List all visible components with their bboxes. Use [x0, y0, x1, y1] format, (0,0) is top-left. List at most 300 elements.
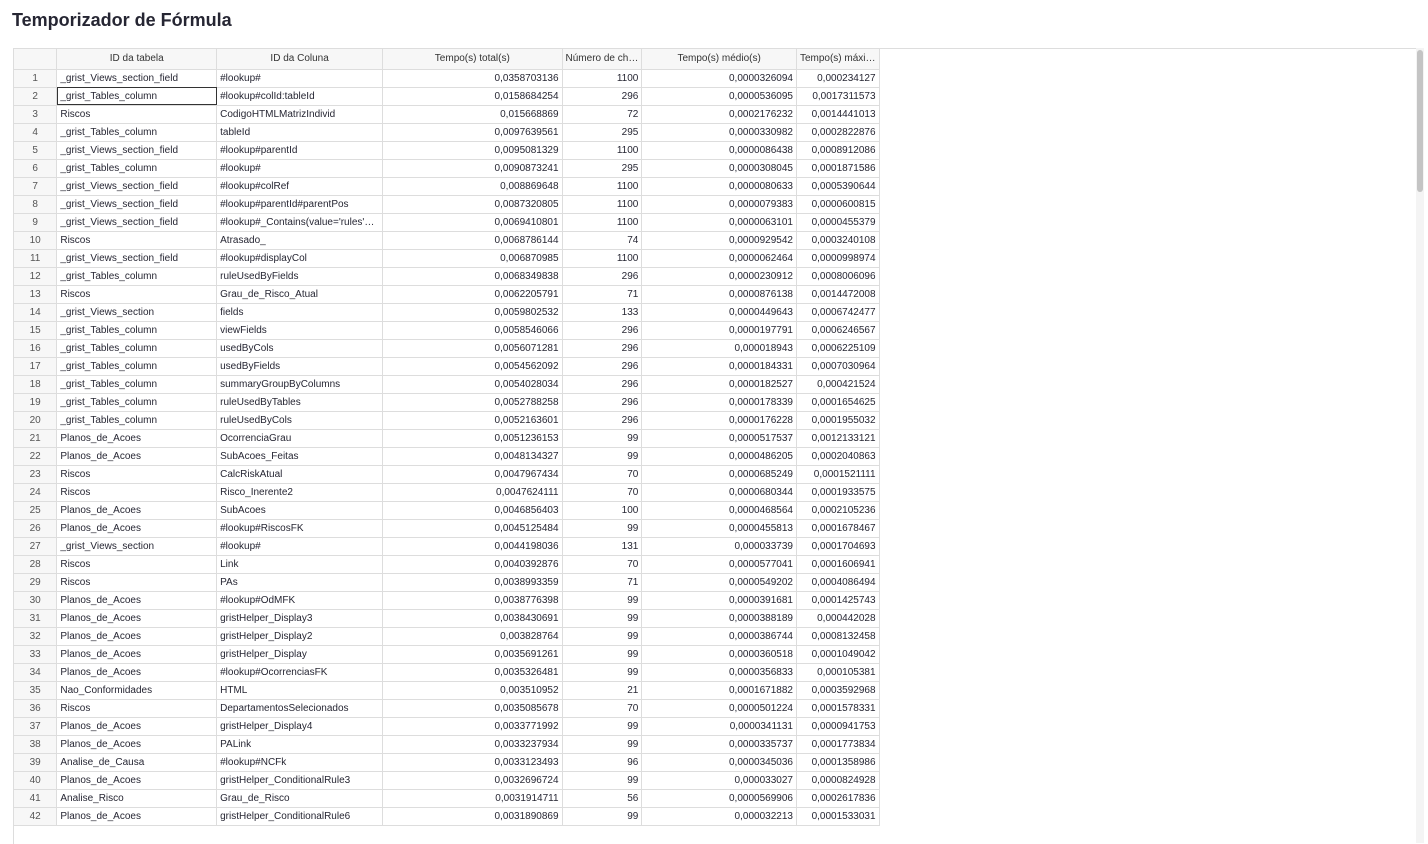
cell-max-time[interactable]: 0,0008132458	[796, 627, 879, 645]
cell-table-id[interactable]: Analise_Risco	[57, 789, 217, 807]
column-header-column-id[interactable]: ID da Coluna	[217, 49, 383, 69]
cell-column-id[interactable]: CodigoHTMLMatrizIndivid	[217, 105, 383, 123]
cell-average-time[interactable]: 0,0000326094	[642, 69, 797, 87]
cell-table-id[interactable]: _grist_Tables_column	[57, 87, 217, 105]
cell-table-id[interactable]: _grist_Views_section_field	[57, 177, 217, 195]
cell-call-count[interactable]: 21	[562, 681, 642, 699]
cell-column-id[interactable]: PALink	[217, 735, 383, 753]
cell-average-time[interactable]: 0,0000876138	[642, 285, 797, 303]
cell-average-time[interactable]: 0,0000308045	[642, 159, 797, 177]
row-number[interactable]: 12	[14, 267, 57, 285]
cell-table-id[interactable]: _grist_Views_section_field	[57, 195, 217, 213]
cell-call-count[interactable]: 296	[562, 339, 642, 357]
cell-call-count[interactable]: 99	[562, 591, 642, 609]
row-number[interactable]: 24	[14, 483, 57, 501]
cell-average-time[interactable]: 0,0000386744	[642, 627, 797, 645]
cell-total-time[interactable]: 0,0059802532	[383, 303, 562, 321]
cell-average-time[interactable]: 0,000018943	[642, 339, 797, 357]
cell-total-time[interactable]: 0,0047624111	[383, 483, 562, 501]
cell-call-count[interactable]: 70	[562, 465, 642, 483]
row-number[interactable]: 40	[14, 771, 57, 789]
cell-max-time[interactable]: 0,0000600815	[796, 195, 879, 213]
cell-max-time[interactable]: 0,0014472008	[796, 285, 879, 303]
cell-average-time[interactable]: 0,0000486205	[642, 447, 797, 465]
row-number[interactable]: 7	[14, 177, 57, 195]
row-number[interactable]: 30	[14, 591, 57, 609]
cell-max-time[interactable]: 0,0005390644	[796, 177, 879, 195]
cell-max-time[interactable]: 0,0002040863	[796, 447, 879, 465]
cell-call-count[interactable]: 295	[562, 123, 642, 141]
row-number[interactable]: 26	[14, 519, 57, 537]
cell-call-count[interactable]: 133	[562, 303, 642, 321]
cell-table-id[interactable]: Planos_de_Acoes	[57, 429, 217, 447]
cell-column-id[interactable]: #lookup#colRef	[217, 177, 383, 195]
cell-call-count[interactable]: 99	[562, 447, 642, 465]
cell-average-time[interactable]: 0,0000184331	[642, 357, 797, 375]
cell-table-id[interactable]: Riscos	[57, 483, 217, 501]
cell-table-id[interactable]: Planos_de_Acoes	[57, 447, 217, 465]
row-number-header[interactable]	[14, 49, 57, 69]
row-number[interactable]: 31	[14, 609, 57, 627]
cell-column-id[interactable]: #lookup#colId:tableId	[217, 87, 383, 105]
row-number[interactable]: 14	[14, 303, 57, 321]
cell-column-id[interactable]: gristHelper_ConditionalRule3	[217, 771, 383, 789]
cell-call-count[interactable]: 70	[562, 555, 642, 573]
cell-total-time[interactable]: 0,0035326481	[383, 663, 562, 681]
cell-average-time[interactable]: 0,0000549202	[642, 573, 797, 591]
cell-average-time[interactable]: 0,0000176228	[642, 411, 797, 429]
row-number[interactable]: 9	[14, 213, 57, 231]
column-header-max-time[interactable]: Tempo(s) máxi…	[796, 49, 879, 69]
cell-average-time[interactable]: 0,0000182527	[642, 375, 797, 393]
row-number[interactable]: 6	[14, 159, 57, 177]
row-number[interactable]: 41	[14, 789, 57, 807]
cell-table-id[interactable]: _grist_Tables_column	[57, 375, 217, 393]
cell-table-id[interactable]: _grist_Views_section_field	[57, 213, 217, 231]
cell-total-time[interactable]: 0,0032696724	[383, 771, 562, 789]
cell-max-time[interactable]: 0,0004086494	[796, 573, 879, 591]
cell-total-time[interactable]: 0,0048134327	[383, 447, 562, 465]
row-number[interactable]: 34	[14, 663, 57, 681]
cell-average-time[interactable]: 0,0000197791	[642, 321, 797, 339]
cell-average-time[interactable]: 0,0000356833	[642, 663, 797, 681]
cell-call-count[interactable]: 99	[562, 645, 642, 663]
column-header-call-count[interactable]: Número de ch…	[562, 49, 642, 69]
cell-max-time[interactable]: 0,0001049042	[796, 645, 879, 663]
cell-average-time[interactable]: 0,0000062464	[642, 249, 797, 267]
cell-call-count[interactable]: 296	[562, 375, 642, 393]
cell-max-time[interactable]: 0,0008912086	[796, 141, 879, 159]
cell-table-id[interactable]: Riscos	[57, 465, 217, 483]
cell-call-count[interactable]: 70	[562, 699, 642, 717]
cell-max-time[interactable]: 0,0001425743	[796, 591, 879, 609]
cell-column-id[interactable]: #lookup#_Contains(value='rules'…	[217, 213, 383, 231]
row-number[interactable]: 42	[14, 807, 57, 825]
cell-call-count[interactable]: 1100	[562, 177, 642, 195]
cell-column-id[interactable]: Link	[217, 555, 383, 573]
cell-max-time[interactable]: 0,0003240108	[796, 231, 879, 249]
cell-average-time[interactable]: 0,0000063101	[642, 213, 797, 231]
cell-call-count[interactable]: 70	[562, 483, 642, 501]
cell-average-time[interactable]: 0,0000335737	[642, 735, 797, 753]
cell-max-time[interactable]: 0,000442028	[796, 609, 879, 627]
cell-call-count[interactable]: 296	[562, 393, 642, 411]
cell-max-time[interactable]: 0,0001933575	[796, 483, 879, 501]
cell-average-time[interactable]: 0,0002176232	[642, 105, 797, 123]
cell-call-count[interactable]: 71	[562, 285, 642, 303]
cell-call-count[interactable]: 99	[562, 609, 642, 627]
cell-max-time[interactable]: 0,0017311573	[796, 87, 879, 105]
cell-column-id[interactable]: #lookup#OdMFK	[217, 591, 383, 609]
scrollbar-thumb[interactable]	[1417, 50, 1423, 192]
cell-max-time[interactable]: 0,0000824928	[796, 771, 879, 789]
cell-table-id[interactable]: Riscos	[57, 555, 217, 573]
cell-column-id[interactable]: #lookup#	[217, 537, 383, 555]
row-number[interactable]: 13	[14, 285, 57, 303]
cell-call-count[interactable]: 99	[562, 771, 642, 789]
cell-table-id[interactable]: Planos_de_Acoes	[57, 627, 217, 645]
row-number[interactable]: 32	[14, 627, 57, 645]
cell-table-id[interactable]: Riscos	[57, 699, 217, 717]
cell-call-count[interactable]: 99	[562, 519, 642, 537]
cell-table-id[interactable]: _grist_Tables_column	[57, 267, 217, 285]
row-number[interactable]: 5	[14, 141, 57, 159]
cell-average-time[interactable]: 0,0000577041	[642, 555, 797, 573]
cell-call-count[interactable]: 99	[562, 717, 642, 735]
cell-average-time[interactable]: 0,0000455813	[642, 519, 797, 537]
row-number[interactable]: 4	[14, 123, 57, 141]
cell-column-id[interactable]: fields	[217, 303, 383, 321]
cell-total-time[interactable]: 0,0052788258	[383, 393, 562, 411]
column-header-table-id[interactable]: ID da tabela	[57, 49, 217, 69]
cell-total-time[interactable]: 0,0068786144	[383, 231, 562, 249]
cell-table-id[interactable]: Planos_de_Acoes	[57, 645, 217, 663]
column-header-average-time[interactable]: Tempo(s) médio(s)	[642, 49, 797, 69]
cell-call-count[interactable]: 296	[562, 267, 642, 285]
cell-average-time[interactable]: 0,0000685249	[642, 465, 797, 483]
row-number[interactable]: 39	[14, 753, 57, 771]
cell-column-id[interactable]: #lookup#NCFk	[217, 753, 383, 771]
cell-column-id[interactable]: SubAcoes	[217, 501, 383, 519]
vertical-scrollbar[interactable]	[1416, 48, 1424, 843]
cell-max-time[interactable]: 0,000105381	[796, 663, 879, 681]
cell-max-time[interactable]: 0,0003592968	[796, 681, 879, 699]
cell-total-time[interactable]: 0,0087320805	[383, 195, 562, 213]
cell-average-time[interactable]: 0,0000569906	[642, 789, 797, 807]
cell-table-id[interactable]: _grist_Tables_column	[57, 357, 217, 375]
cell-max-time[interactable]: 0,0001678467	[796, 519, 879, 537]
cell-max-time[interactable]: 0,0001871586	[796, 159, 879, 177]
row-number[interactable]: 33	[14, 645, 57, 663]
cell-table-id[interactable]: _grist_Views_section_field	[57, 69, 217, 87]
cell-call-count[interactable]: 1100	[562, 249, 642, 267]
row-number[interactable]: 22	[14, 447, 57, 465]
row-number[interactable]: 18	[14, 375, 57, 393]
cell-total-time[interactable]: 0,0035691261	[383, 645, 562, 663]
cell-average-time[interactable]: 0,0000080633	[642, 177, 797, 195]
row-number[interactable]: 8	[14, 195, 57, 213]
cell-total-time[interactable]: 0,0052163601	[383, 411, 562, 429]
cell-call-count[interactable]: 1100	[562, 141, 642, 159]
cell-max-time[interactable]: 0,0002105236	[796, 501, 879, 519]
cell-table-id[interactable]: Riscos	[57, 105, 217, 123]
cell-column-id[interactable]: SubAcoes_Feitas	[217, 447, 383, 465]
cell-table-id[interactable]: Planos_de_Acoes	[57, 735, 217, 753]
cell-column-id[interactable]: gristHelper_Display3	[217, 609, 383, 627]
row-number[interactable]: 21	[14, 429, 57, 447]
cell-column-id[interactable]: #lookup#	[217, 69, 383, 87]
cell-average-time[interactable]: 0,0000341131	[642, 717, 797, 735]
cell-total-time[interactable]: 0,003828764	[383, 627, 562, 645]
cell-average-time[interactable]: 0,0000929542	[642, 231, 797, 249]
column-header-total-time[interactable]: Tempo(s) total(s)	[383, 49, 562, 69]
cell-column-id[interactable]: Grau_de_Risco	[217, 789, 383, 807]
cell-average-time[interactable]: 0,0000388189	[642, 609, 797, 627]
cell-column-id[interactable]: CalcRiskAtual	[217, 465, 383, 483]
cell-average-time[interactable]: 0,0000079383	[642, 195, 797, 213]
cell-max-time[interactable]: 0,000234127	[796, 69, 879, 87]
cell-column-id[interactable]: Atrasado_	[217, 231, 383, 249]
cell-average-time[interactable]: 0,0001671882	[642, 681, 797, 699]
cell-total-time[interactable]: 0,0033237934	[383, 735, 562, 753]
cell-max-time[interactable]: 0,0001654625	[796, 393, 879, 411]
cell-call-count[interactable]: 100	[562, 501, 642, 519]
row-number[interactable]: 36	[14, 699, 57, 717]
cell-column-id[interactable]: usedByCols	[217, 339, 383, 357]
cell-column-id[interactable]: viewFields	[217, 321, 383, 339]
cell-table-id[interactable]: _grist_Views_section	[57, 537, 217, 555]
cell-total-time[interactable]: 0,0033123493	[383, 753, 562, 771]
cell-column-id[interactable]: gristHelper_Display2	[217, 627, 383, 645]
row-number[interactable]: 27	[14, 537, 57, 555]
cell-total-time[interactable]: 0,015668869	[383, 105, 562, 123]
cell-call-count[interactable]: 74	[562, 231, 642, 249]
row-number[interactable]: 29	[14, 573, 57, 591]
row-number[interactable]: 11	[14, 249, 57, 267]
cell-average-time[interactable]: 0,0000517537	[642, 429, 797, 447]
row-number[interactable]: 19	[14, 393, 57, 411]
cell-table-id[interactable]: Planos_de_Acoes	[57, 663, 217, 681]
cell-call-count[interactable]: 1100	[562, 213, 642, 231]
cell-average-time[interactable]: 0,000032213	[642, 807, 797, 825]
cell-max-time[interactable]: 0,0001358986	[796, 753, 879, 771]
cell-average-time[interactable]: 0,0000468564	[642, 501, 797, 519]
cell-column-id[interactable]: DepartamentosSelecionados	[217, 699, 383, 717]
cell-average-time[interactable]: 0,0000501224	[642, 699, 797, 717]
cell-total-time[interactable]: 0,0095081329	[383, 141, 562, 159]
cell-average-time[interactable]: 0,0000178339	[642, 393, 797, 411]
cell-call-count[interactable]: 295	[562, 159, 642, 177]
cell-total-time[interactable]: 0,0358703136	[383, 69, 562, 87]
cell-call-count[interactable]: 131	[562, 537, 642, 555]
cell-average-time[interactable]: 0,000033027	[642, 771, 797, 789]
cell-average-time[interactable]: 0,0000536095	[642, 87, 797, 105]
cell-total-time[interactable]: 0,0054562092	[383, 357, 562, 375]
cell-column-id[interactable]: #lookup#displayCol	[217, 249, 383, 267]
row-number[interactable]: 1	[14, 69, 57, 87]
cell-call-count[interactable]: 296	[562, 357, 642, 375]
cell-max-time[interactable]: 0,0001955032	[796, 411, 879, 429]
cell-column-id[interactable]: gristHelper_Display4	[217, 717, 383, 735]
cell-column-id[interactable]: tableId	[217, 123, 383, 141]
cell-column-id[interactable]: ruleUsedByTables	[217, 393, 383, 411]
cell-max-time[interactable]: 0,0006742477	[796, 303, 879, 321]
row-number[interactable]: 28	[14, 555, 57, 573]
cell-call-count[interactable]: 71	[562, 573, 642, 591]
cell-column-id[interactable]: Grau_de_Risco_Atual	[217, 285, 383, 303]
cell-call-count[interactable]: 99	[562, 627, 642, 645]
cell-total-time[interactable]: 0,0045125484	[383, 519, 562, 537]
cell-table-id[interactable]: Planos_de_Acoes	[57, 519, 217, 537]
cell-column-id[interactable]: #lookup#OcorrenciasFK	[217, 663, 383, 681]
cell-max-time[interactable]: 0,0001606941	[796, 555, 879, 573]
cell-max-time[interactable]: 0,000421524	[796, 375, 879, 393]
cell-total-time[interactable]: 0,0044198036	[383, 537, 562, 555]
cell-max-time[interactable]: 0,0002617836	[796, 789, 879, 807]
cell-table-id[interactable]: Nao_Conformidades	[57, 681, 217, 699]
cell-total-time[interactable]: 0,0038430691	[383, 609, 562, 627]
cell-total-time[interactable]: 0,0097639561	[383, 123, 562, 141]
cell-table-id[interactable]: Planos_de_Acoes	[57, 807, 217, 825]
cell-max-time[interactable]: 0,0006225109	[796, 339, 879, 357]
cell-table-id[interactable]: Analise_de_Causa	[57, 753, 217, 771]
row-number[interactable]: 2	[14, 87, 57, 105]
cell-total-time[interactable]: 0,0062205791	[383, 285, 562, 303]
cell-total-time[interactable]: 0,0038993359	[383, 573, 562, 591]
cell-total-time[interactable]: 0,0051236153	[383, 429, 562, 447]
cell-max-time[interactable]: 0,0008006096	[796, 267, 879, 285]
cell-max-time[interactable]: 0,0000941753	[796, 717, 879, 735]
cell-max-time[interactable]: 0,0001578331	[796, 699, 879, 717]
cell-total-time[interactable]: 0,0090873241	[383, 159, 562, 177]
cell-column-id[interactable]: #lookup#	[217, 159, 383, 177]
cell-call-count[interactable]: 1100	[562, 195, 642, 213]
cell-table-id[interactable]: Riscos	[57, 573, 217, 591]
cell-total-time[interactable]: 0,0033771992	[383, 717, 562, 735]
row-number[interactable]: 20	[14, 411, 57, 429]
cell-column-id[interactable]: ruleUsedByCols	[217, 411, 383, 429]
cell-total-time[interactable]: 0,0035085678	[383, 699, 562, 717]
cell-average-time[interactable]: 0,0000391681	[642, 591, 797, 609]
cell-column-id[interactable]: HTML	[217, 681, 383, 699]
cell-average-time[interactable]: 0,0000230912	[642, 267, 797, 285]
cell-table-id[interactable]: Riscos	[57, 285, 217, 303]
row-number[interactable]: 35	[14, 681, 57, 699]
cell-table-id[interactable]: _grist_Tables_column	[57, 159, 217, 177]
row-number[interactable]: 37	[14, 717, 57, 735]
cell-call-count[interactable]: 99	[562, 807, 642, 825]
cell-column-id[interactable]: gristHelper_ConditionalRule6	[217, 807, 383, 825]
cell-call-count[interactable]: 72	[562, 105, 642, 123]
cell-table-id[interactable]: Riscos	[57, 231, 217, 249]
cell-call-count[interactable]: 99	[562, 735, 642, 753]
cell-average-time[interactable]: 0,0000680344	[642, 483, 797, 501]
cell-average-time[interactable]: 0,0000345036	[642, 753, 797, 771]
cell-column-id[interactable]: ruleUsedByFields	[217, 267, 383, 285]
row-number[interactable]: 25	[14, 501, 57, 519]
cell-total-time[interactable]: 0,003510952	[383, 681, 562, 699]
cell-average-time[interactable]: 0,0000330982	[642, 123, 797, 141]
cell-column-id[interactable]: #lookup#RiscosFK	[217, 519, 383, 537]
cell-column-id[interactable]: Risco_Inerente2	[217, 483, 383, 501]
cell-max-time[interactable]: 0,0006246567	[796, 321, 879, 339]
cell-call-count[interactable]: 1100	[562, 69, 642, 87]
cell-call-count[interactable]: 99	[562, 663, 642, 681]
cell-max-time[interactable]: 0,0012133121	[796, 429, 879, 447]
cell-table-id[interactable]: _grist_Views_section_field	[57, 249, 217, 267]
cell-total-time[interactable]: 0,0047967434	[383, 465, 562, 483]
cell-column-id[interactable]: gristHelper_Display	[217, 645, 383, 663]
cell-table-id[interactable]: _grist_Tables_column	[57, 339, 217, 357]
row-number[interactable]: 38	[14, 735, 57, 753]
cell-total-time[interactable]: 0,0158684254	[383, 87, 562, 105]
cell-max-time[interactable]: 0,0007030964	[796, 357, 879, 375]
cell-max-time[interactable]: 0,0014441013	[796, 105, 879, 123]
cell-table-id[interactable]: _grist_Tables_column	[57, 123, 217, 141]
cell-total-time[interactable]: 0,0056071281	[383, 339, 562, 357]
cell-total-time[interactable]: 0,0068349838	[383, 267, 562, 285]
cell-call-count[interactable]: 296	[562, 411, 642, 429]
cell-column-id[interactable]: #lookup#parentId	[217, 141, 383, 159]
cell-average-time[interactable]: 0,0000360518	[642, 645, 797, 663]
cell-column-id[interactable]: #lookup#parentId#parentPos	[217, 195, 383, 213]
cell-call-count[interactable]: 296	[562, 321, 642, 339]
cell-max-time[interactable]: 0,0001773834	[796, 735, 879, 753]
cell-table-id[interactable]: _grist_Tables_column	[57, 411, 217, 429]
cell-total-time[interactable]: 0,0058546066	[383, 321, 562, 339]
cell-max-time[interactable]: 0,0001704693	[796, 537, 879, 555]
cell-call-count[interactable]: 96	[562, 753, 642, 771]
cell-average-time[interactable]: 0,0000086438	[642, 141, 797, 159]
cell-total-time[interactable]: 0,008869648	[383, 177, 562, 195]
row-number[interactable]: 10	[14, 231, 57, 249]
cell-table-id[interactable]: _grist_Tables_column	[57, 321, 217, 339]
cell-max-time[interactable]: 0,0000998974	[796, 249, 879, 267]
cell-table-id[interactable]: Planos_de_Acoes	[57, 501, 217, 519]
cell-table-id[interactable]: _grist_Tables_column	[57, 393, 217, 411]
cell-column-id[interactable]: summaryGroupByColumns	[217, 375, 383, 393]
cell-total-time[interactable]: 0,0046856403	[383, 501, 562, 519]
cell-max-time[interactable]: 0,0001533031	[796, 807, 879, 825]
cell-total-time[interactable]: 0,006870985	[383, 249, 562, 267]
cell-table-id[interactable]: Planos_de_Acoes	[57, 609, 217, 627]
cell-total-time[interactable]: 0,0031914711	[383, 789, 562, 807]
cell-column-id[interactable]: usedByFields	[217, 357, 383, 375]
cell-table-id[interactable]: _grist_Views_section_field	[57, 141, 217, 159]
cell-max-time[interactable]: 0,0001521111	[796, 465, 879, 483]
cell-table-id[interactable]: Planos_de_Acoes	[57, 717, 217, 735]
cell-total-time[interactable]: 0,0031890869	[383, 807, 562, 825]
cell-table-id[interactable]: Planos_de_Acoes	[57, 771, 217, 789]
cell-total-time[interactable]: 0,0069410801	[383, 213, 562, 231]
cell-table-id[interactable]: Planos_de_Acoes	[57, 591, 217, 609]
cell-call-count[interactable]: 296	[562, 87, 642, 105]
cell-average-time[interactable]: 0,000033739	[642, 537, 797, 555]
row-number[interactable]: 3	[14, 105, 57, 123]
row-number[interactable]: 16	[14, 339, 57, 357]
cell-table-id[interactable]: _grist_Views_section	[57, 303, 217, 321]
cell-max-time[interactable]: 0,0002822876	[796, 123, 879, 141]
cell-average-time[interactable]: 0,0000449643	[642, 303, 797, 321]
cell-total-time[interactable]: 0,0038776398	[383, 591, 562, 609]
cell-total-time[interactable]: 0,0040392876	[383, 555, 562, 573]
row-number[interactable]: 15	[14, 321, 57, 339]
cell-total-time[interactable]: 0,0054028034	[383, 375, 562, 393]
cell-max-time[interactable]: 0,0000455379	[796, 213, 879, 231]
cell-column-id[interactable]: PAs	[217, 573, 383, 591]
cell-call-count[interactable]: 99	[562, 429, 642, 447]
row-number[interactable]: 17	[14, 357, 57, 375]
